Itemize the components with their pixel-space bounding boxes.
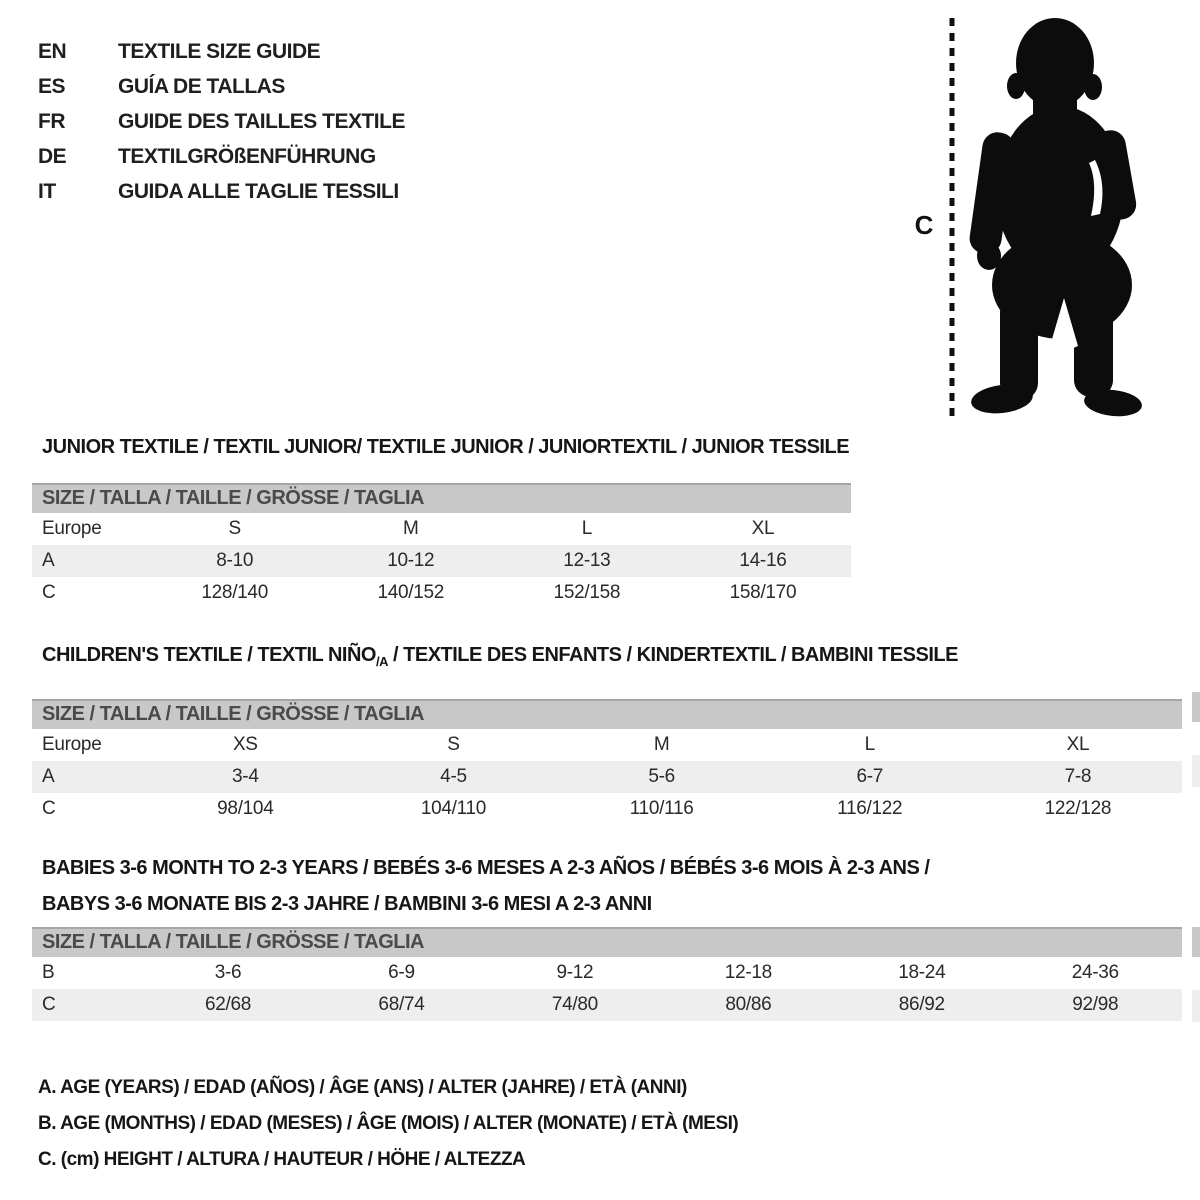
- size-cell: 74/80: [551, 994, 598, 1015]
- junior-section-heading: JUNIOR TEXTILE / TEXTIL JUNIOR/ TEXTILE JUNIOR / JUNIORTEXTIL / JUNIOR TESSILE: [42, 436, 850, 458]
- table-row-height: [32, 793, 1182, 825]
- size-cell: XL: [1066, 734, 1090, 755]
- size-cell: 6-7: [856, 766, 884, 787]
- table-edge-fragment: [1192, 755, 1200, 787]
- size-cell: 14-16: [739, 550, 787, 571]
- children-heading-main: CHILDREN'S TEXTILE / TEXTIL NIÑO: [42, 644, 376, 666]
- section-babies-textile: [32, 850, 1182, 1021]
- language-row: [38, 139, 405, 174]
- legend: [38, 1070, 738, 1178]
- size-cell: 3-6: [214, 962, 242, 983]
- size-cell: 12-13: [563, 550, 611, 571]
- babies-size-table: [32, 957, 1182, 1021]
- size-cell: 18-24: [898, 962, 946, 983]
- language-title: TEXTILE SIZE GUIDE: [118, 39, 321, 63]
- size-cell: 68/74: [378, 994, 425, 1015]
- size-cell: 140/152: [377, 582, 445, 603]
- size-cell: 6-9: [388, 962, 415, 983]
- size-cell: 152/158: [553, 582, 621, 603]
- row-label-cell: A: [42, 550, 55, 571]
- size-cell: 128/140: [201, 582, 268, 603]
- children-heading-subscript: /A: [375, 654, 388, 669]
- babies-section-heading: [32, 850, 1182, 922]
- toddler-silhouette: [968, 18, 1144, 419]
- row-label-cell: A: [42, 766, 55, 787]
- section-children-textile: [32, 645, 1182, 825]
- size-cell: 3-4: [232, 766, 259, 787]
- size-bar: SIZE / TALLA / TAILLE / GRÖSSE / TAGLIA: [32, 483, 851, 513]
- language-title-list: [38, 34, 405, 209]
- size-cell: 4-5: [440, 766, 467, 787]
- legend-line-c: C. (cm) HEIGHT / ALTURA / HAUTEUR / HÖHE / ALTEZZA: [38, 1149, 526, 1170]
- language-title: GUIDA ALLE TAGLIE TESSILI: [118, 179, 399, 203]
- size-cell: M: [653, 734, 670, 755]
- size-cell: 10-12: [387, 550, 435, 571]
- children-size-table: [32, 729, 1182, 825]
- size-cell: 5-6: [648, 766, 675, 787]
- size-cell: 80/86: [725, 994, 772, 1015]
- language-row: [38, 174, 405, 209]
- table-edge-fragment: [1192, 927, 1200, 957]
- row-label-cell: B: [42, 962, 55, 983]
- language-title: GUÍA DE TALLAS: [118, 74, 285, 98]
- language-code: FR: [38, 109, 65, 133]
- language-code: EN: [38, 39, 67, 63]
- table-row-age: [32, 545, 851, 577]
- legend-line-b: B. AGE (MONTHS) / EDAD (MESES) / ÂGE (MOIS) / ALTER (MONATE) / ETÀ (MESI): [38, 1113, 739, 1134]
- section-junior-textile: [32, 437, 851, 609]
- size-cell: 9-12: [556, 962, 594, 983]
- row-label-cell: C: [42, 582, 56, 603]
- table-edge-fragment: [1192, 692, 1200, 722]
- table-row-age-months: [32, 957, 1182, 989]
- size-cell: XS: [232, 734, 258, 755]
- size-cell: 12-18: [724, 962, 772, 983]
- babies-heading-line1: BABIES 3-6 MONTH TO 2-3 YEARS / BEBÉS 3-6 MESES A 2-3 AÑOS / BÉBÉS 3-6 MOIS À 2-3 ANS /: [42, 857, 930, 879]
- children-heading-rest: / TEXTILE DES ENFANTS / KINDERTEXTIL / BAMBINI TESSILE: [387, 644, 958, 666]
- size-cell: L: [581, 518, 592, 539]
- legend-line-a: A. AGE (YEARS) / EDAD (AÑOS) / ÂGE (ANS) / ALTER (JAHRE) / ETÀ (ANNI): [38, 1077, 687, 1098]
- height-measure-figure: [900, 0, 1200, 440]
- height-measure-label: C: [914, 210, 934, 240]
- language-code: DE: [38, 144, 67, 168]
- size-cell: 104/110: [420, 798, 487, 819]
- size-cell: 62/68: [204, 994, 252, 1015]
- size-cell: 158/170: [729, 582, 797, 603]
- row-label-cell: C: [42, 798, 56, 819]
- table-row-height: [32, 577, 851, 609]
- size-bar: SIZE / TALLA / TAILLE / GRÖSSE / TAGLIA: [32, 927, 1182, 957]
- language-row: [38, 34, 405, 69]
- size-cell: S: [228, 518, 241, 539]
- language-title: GUIDE DES TAILLES TEXTILE: [118, 109, 405, 133]
- size-cell: 24-36: [1071, 962, 1119, 983]
- size-cell: L: [864, 734, 875, 755]
- size-cell: 86/92: [898, 994, 945, 1015]
- size-cell: XL: [751, 518, 775, 539]
- row-label-cell: Europe: [42, 734, 102, 755]
- junior-size-table: [32, 513, 851, 609]
- size-cell: 98/104: [217, 798, 274, 819]
- babies-heading-line2: BABYS 3-6 MONATE BIS 2-3 JAHRE / BAMBINI 3-6 MESI A 2-3 ANNI: [42, 893, 652, 915]
- table-row-height: [32, 989, 1182, 1021]
- row-label-cell: Europe: [42, 518, 102, 539]
- size-cell: M: [403, 518, 419, 539]
- size-cell: 110/116: [629, 798, 694, 819]
- language-row: [38, 104, 405, 139]
- size-cell: S: [447, 734, 460, 755]
- size-cell: 122/128: [1044, 798, 1112, 819]
- language-row: [38, 69, 405, 104]
- language-code: IT: [38, 179, 56, 203]
- table-row-europe: [32, 513, 851, 545]
- size-bar: SIZE / TALLA / TAILLE / GRÖSSE / TAGLIA: [32, 699, 1182, 729]
- language-title: TEXTILGRÖßENFÜHRUNG: [118, 144, 376, 168]
- size-cell: 116/122: [837, 798, 903, 819]
- table-row-age: [32, 761, 1182, 793]
- table-row-europe: [32, 729, 1182, 761]
- table-edge-fragment: [1192, 990, 1200, 1022]
- size-cell: 8-10: [216, 550, 254, 571]
- size-cell: 7-8: [1064, 766, 1092, 787]
- row-label-cell: C: [42, 994, 56, 1015]
- size-cell: 92/98: [1072, 994, 1119, 1015]
- children-section-heading: [32, 645, 1182, 672]
- language-code: ES: [38, 74, 66, 98]
